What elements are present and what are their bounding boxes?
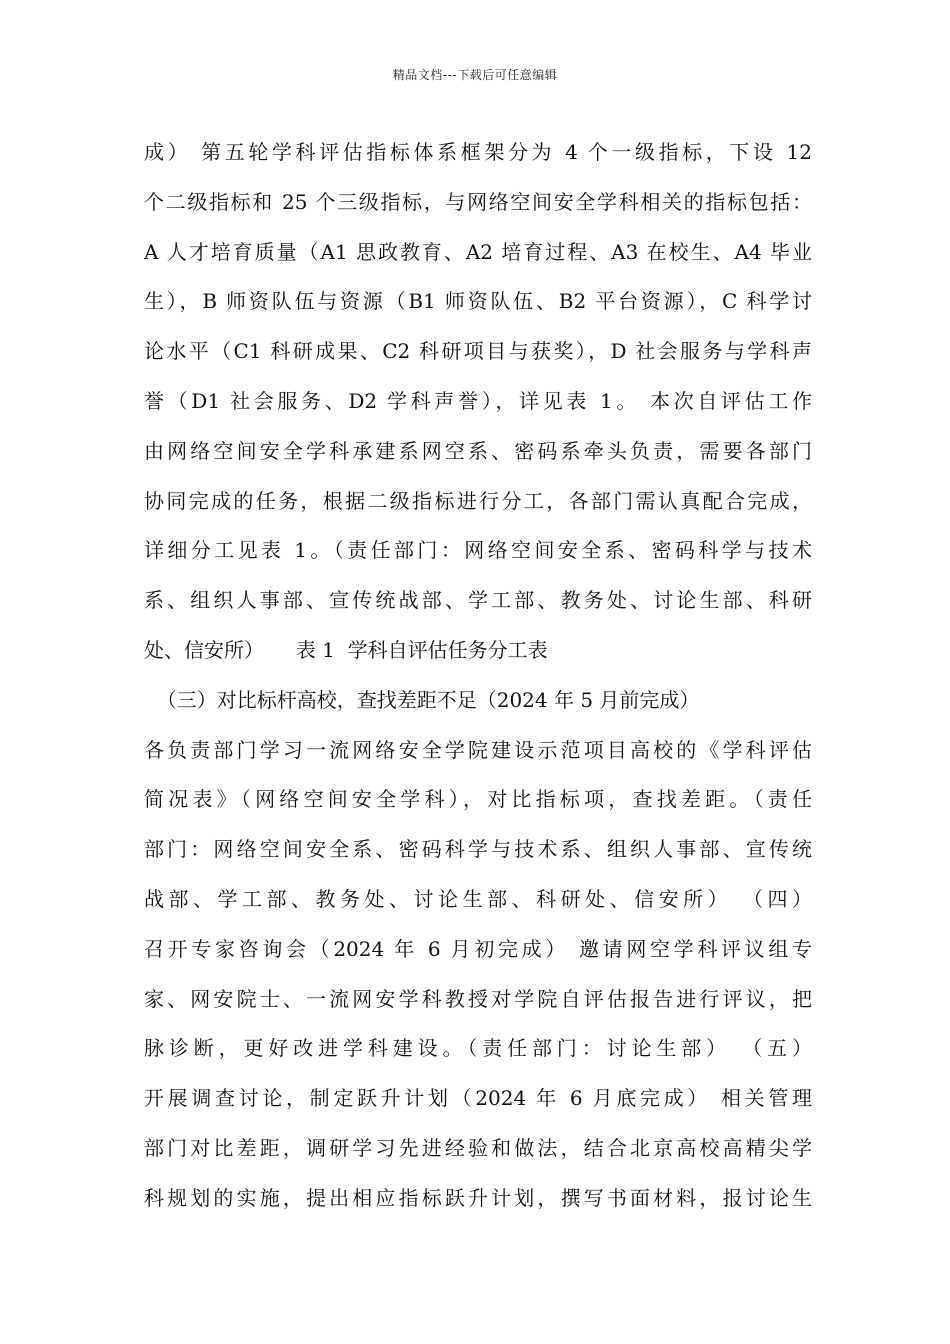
body-text-line: 开展调查讨论，制定跃升计划（2024 年 6 月底完成） 相关管理 bbox=[144, 1086, 812, 1111]
body-text-line: 简况表》（网络空间安全学科），对比指标项，查找差距。（责任 bbox=[144, 787, 812, 812]
body-text-line: 部门：网络空间安全系、密码科学与技术系、组织人事部、宣传统 bbox=[144, 837, 812, 862]
body-text-line: 家、网安院士、一流网安学科教授对学院自评估报告进行评议，把 bbox=[144, 986, 812, 1011]
body-text-line: 系、组织人事部、宣传统战部、学工部、教务处、讨论生部、科研 bbox=[144, 588, 812, 613]
body-text-line: （三）对比标杆高校，查找差距不足（2024 年 5 月前完成） bbox=[144, 687, 700, 712]
body-text-line: 部门对比差距，调研学习先进经验和做法，结合北京高校高精尖学 bbox=[144, 1135, 812, 1160]
body-text-line: 协同完成的任务，根据二级指标进行分工，各部门需认真配合完成， bbox=[144, 488, 812, 513]
body-text-line: 脉诊断，更好改进学科建设。（责任部门：讨论生部） （五） bbox=[144, 1036, 812, 1061]
body-text-line: 由网络空间安全学科承建系网空系、密码系牵头负责，需要各部门 bbox=[144, 438, 812, 463]
body-text-line: 战部、学工部、教务处、讨论生部、科研处、信安所） （四） bbox=[144, 886, 812, 911]
body-text-line: 详细分工见表 1。（责任部门：网络空间安全系、密码科学与技术 bbox=[144, 538, 812, 563]
body-text-line: A 人才培育质量（A1 思政教育、A2 培育过程、A3 在校生、A4 毕业 bbox=[144, 239, 812, 264]
body-text-line: 成） 第五轮学科评估指标体系框架分为 4 个一级指标，下设 12 bbox=[144, 140, 812, 164]
body-text-line: 召开专家咨询会（2024 年 6 月初完成） 邀请网空学科评议组专 bbox=[144, 936, 812, 961]
body-text-line: 处、信安所） 表 1 学科自评估任务分工表 bbox=[144, 637, 548, 662]
body-text-line: 誉（D1 社会服务、D2 学科声誉），详见表 1。 本次自评估工作 bbox=[144, 388, 812, 413]
body-text-line: 各负责部门学习一流网络安全学院建设示范项目高校的《学科评估 bbox=[144, 737, 812, 762]
page-header: 精品文档---下载后可任意编辑 bbox=[392, 68, 558, 82]
body-text-line: 科规划的实施，提出相应指标跃升计划，撰写书面材料，报讨论生 bbox=[144, 1185, 812, 1210]
body-text-line: 论水平（C1 科研成果、C2 科研项目与获奖），D 社会服务与学科声 bbox=[144, 339, 812, 364]
body-text-line: 生），B 师资队伍与资源（B1 师资队伍、B2 平台资源），C 科学讨 bbox=[144, 289, 812, 314]
body-text-line: 个二级指标和 25 个三级指标，与网络空间安全学科相关的指标包括： bbox=[144, 189, 812, 214]
document-body bbox=[144, 128, 812, 1224]
